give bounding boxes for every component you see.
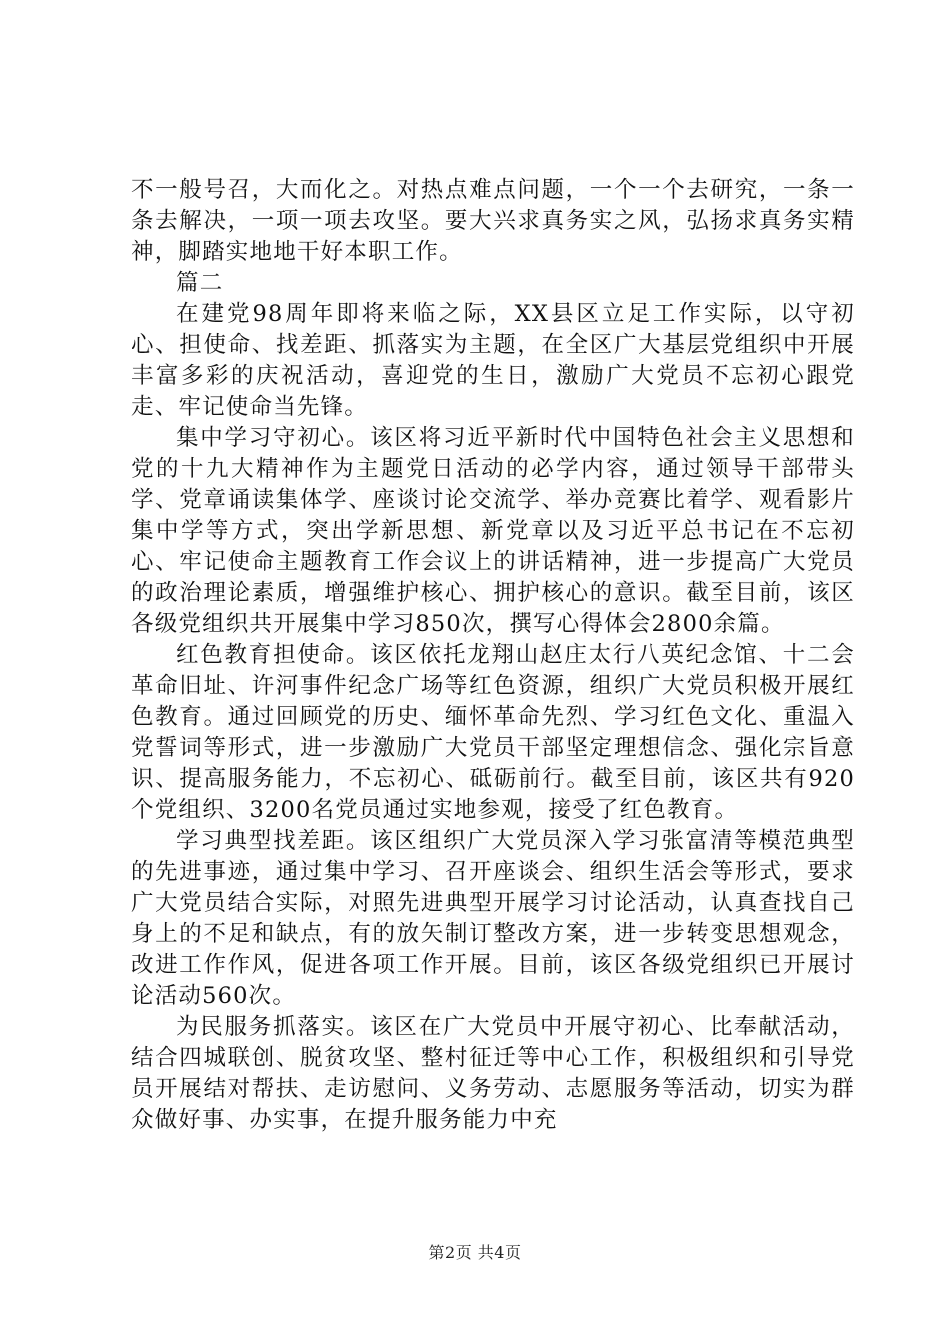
paragraph-service: 为民服务抓落实。该区在广大党员中开展守初心、比奉献活动，结合四城联创、脱贫攻坚、整村征迁等中心工作，积极组织和引导党员开展结对帮扶、走访慰问、义务劳动、志愿服务等活动，切实为群众做好事、办实事，在提升服务能力中充 bbox=[131, 1014, 855, 1133]
paragraph-study: 集中学习守初心。该区将习近平新时代中国特色社会主义思想和党的十九大精神作为主题党日活动的必学内容，通过领导干部带头学、党章诵读集体学、座谈讨论交流学、举办竞赛比着学、观看影片集中学等方式，突出学新思想、新党章以及习近平总书记在不忘初心、牢记使命主题教育工作会议上的讲话精神，进一步提高广大党员的政治理论素质，增强维护核心、拥护核心的意识。截至目前，该区各级党组织共开展集中学习850次，撰写心得体会2800余篇。 bbox=[131, 425, 855, 637]
section-heading: 篇二 bbox=[176, 270, 224, 296]
paragraph-intro: 在建党98周年即将来临之际，XX县区立足工作实际，以守初心、担使命、找差距、抓落实为主题，在全区广大基层党组织中开展丰富多彩的庆祝活动，喜迎党的生日，激励广大党员不忘初心跟党走、牢记使命当先锋。 bbox=[131, 301, 855, 420]
paragraph-role-models: 学习典型找差距。该区组织广大党员深入学习张富清等模范典型的先进事迹，通过集中学习、召开座谈会、组织生活会等形式，要求广大党员结合实际，对照先进典型开展学习讨论活动，认真查找自己身上的不足和缺点，有的放矢制订整改方案，进一步转变思想观念，改进工作作风，促进各项工作开展。目前，该区各级党组织已开展讨论活动560次。 bbox=[131, 828, 855, 1009]
paragraph-red-education: 红色教育担使命。该区依托龙翔山赵庄太行八英纪念馆、十二会革命旧址、许河事件纪念广场等红色资源，组织广大党员积极开展红色教育。通过回顾党的历史、缅怀革命先烈、学习红色文化、重温入党誓词等形式，进一步激励广大党员干部坚定理想信念、强化宗旨意识、提高服务能力，不忘初心、砥砺前行。截至目前，该区共有920个党组织、3200名党员通过实地参观，接受了红色教育。 bbox=[131, 642, 855, 823]
page-footer bbox=[0, 1240, 950, 1263]
paragraph-continuation: 不一般号召，大而化之。对热点难点问题，一个一个去研究，一条一条去解决，一项一项去攻坚。要大兴求真务实之风，弘扬求真务实精神，脚踏实地地干好本职工作。 bbox=[131, 177, 855, 265]
page-number-label: 第2页 共4页 bbox=[428, 1243, 522, 1262]
document-body bbox=[131, 175, 855, 1136]
